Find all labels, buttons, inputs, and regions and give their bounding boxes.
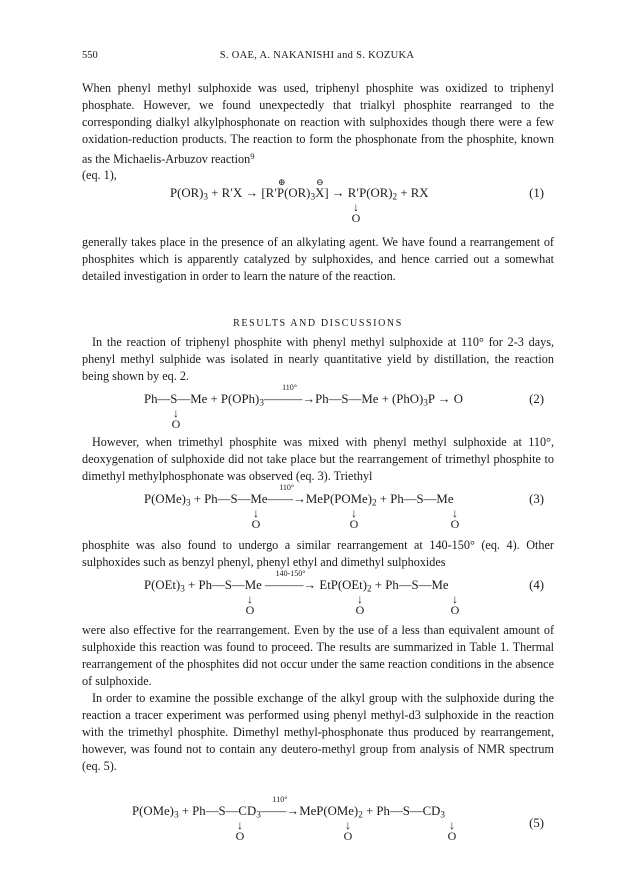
running-title: S. OAE, A. NAKANISHI and S. KOZUKA (219, 50, 415, 61)
equation-4-number: (4) (529, 578, 544, 592)
equation-4 (82, 569, 554, 618)
paragraph-1 (82, 80, 554, 184)
page-number: 550 (82, 50, 98, 61)
equation-3-formula: $P(OMe)_3$ + Ph—S—Me——→ 110° $MeP(POMe)_2$ + Ph—S—Me (144, 483, 454, 508)
equation-3-condition: 110° (279, 483, 295, 492)
equation-5-number: (5) (529, 816, 544, 830)
equation-2-condition: 110° (282, 383, 297, 392)
equation-3-number: (3) (529, 492, 544, 506)
equation-5-oxygen-c: ↓ O (447, 818, 457, 843)
equation-3 (82, 483, 554, 532)
paragraph-5: phosphite was also found to undergo a similar rearrangement at 140-150° (eq. 4). Other sulphoxides such as benzyl phenyl, phenyl ethyl and dimethyl sulphoxides (82, 538, 554, 569)
equation-3-oxygen-c: ↓ O (450, 506, 460, 531)
equation-5-oxygen-b: ↓ O (343, 818, 353, 843)
paragraph-3: In the reaction of triphenyl phosphite with phenyl methyl sulphoxide at 110° for 2-3 days, phenyl methyl sulphide was isolated in nearly quantitative yield by distillation, the reaction being shown by eq. 2. (82, 335, 554, 383)
equation-3-oxygen-a: ↓ O (251, 506, 261, 531)
equation-4-formula: $P(OEt)_3$ + Ph—S—Me ———→ 140-150° $EtP(OEt)_2$ + Ph—S—Me (144, 569, 449, 594)
equation-4-oxygen-c: ↓ O (450, 592, 460, 617)
equation-5-oxygen-a: ↓ O (235, 818, 245, 843)
equation-1-oxygen: ↓ O (351, 200, 361, 225)
section-heading: RESULTS AND DISCUSSIONS (233, 318, 403, 329)
equation-4-condition: 140-150° (275, 569, 306, 578)
equation-2 (82, 383, 554, 432)
equation-5-condition: 110° (272, 795, 288, 804)
paragraph-1-end: (eq. 1), (82, 168, 117, 183)
paragraph-4: However, when trimethyl phosphite was mixed with phenyl methyl sulphoxide at 110°, deoxygenation of sulphoxide did not take place but the rearrangement of trimethyl phosphite to dimethyl methylphosphonate was observed (eq. 3). Triethyl (82, 435, 554, 483)
page-header (82, 50, 552, 66)
equation-5-formula: $P(OMe)_3$ + $Ph—S—CD_3——\to$ 110° $MeP(OMe)_2$ + $Ph—S—CD_3$ (132, 795, 446, 820)
equation-1 (82, 177, 554, 226)
equation-4-oxygen-a: ↓ O (245, 592, 255, 617)
paragraph-6: were also effective for the rearrangement. Even by the use of a less than equivalent amount of sulphoxide this reaction was found to proceed. The results are summarized in Table 1. Thermal rearrangement of the phosphites did not occur under the same reaction conditions in the absence of sulphoxide. (82, 623, 554, 688)
equation-5 (82, 795, 554, 844)
equation-1-number: (1) (529, 186, 544, 200)
equation-2-number: (2) (529, 392, 544, 406)
equation-4-oxygen-b: ↓ O (355, 592, 365, 617)
equation-2-oxygen: ↓ O (171, 406, 181, 431)
equation-1-formula: $P(OR)_3 + R'X \to [R'P$ ⊕ $(OR)_3X$ ⊖ ] → $R'P(OR)_2$ + RX (170, 177, 429, 202)
paragraph-2: generally takes place in the presence of an alkylating agent. We have found a rearrangement of phosphites which is apparently catalyzed by sulphoxides, and hence carried out a somewhat detailed investigation in order to learn the nature of the reaction. (82, 235, 554, 283)
paragraph-7: In order to examine the possible exchange of the alkyl group with the sulphoxide during the reaction a tracer experiment was performed using phenyl methyl-d3 sulphoxide in the reaction with the trimethyl phosphite. Dimethyl methyl-phosphonate thus produced by rearrangement, however, was found not to contain any deutero-methyl group from analysis of NMR spectrum (eq. 5). (82, 691, 554, 773)
equation-2-formula: Ph—S—Me + $P(OPh)_3———\to$ 110° Ph—S—Me + $(PhO)_3P \to O$ (144, 383, 463, 408)
equation-3-oxygen-b: ↓ O (349, 506, 359, 531)
paragraph-1-text: When phenyl methyl sulphoxide was used, triphenyl phosphite was oxidized to triphenyl phosphate. However, we found unexpectedly that trialkyl phosphite rearranged to the corresponding dialkyl alkylphosphonate on reaction with sulphoxides though there were a few oxidation-reduction products. The reaction to form the phosphonate from the phosphite, known as the Michaelis-Arbuzov reaction (82, 81, 554, 166)
reference-9: 9 (250, 150, 255, 161)
